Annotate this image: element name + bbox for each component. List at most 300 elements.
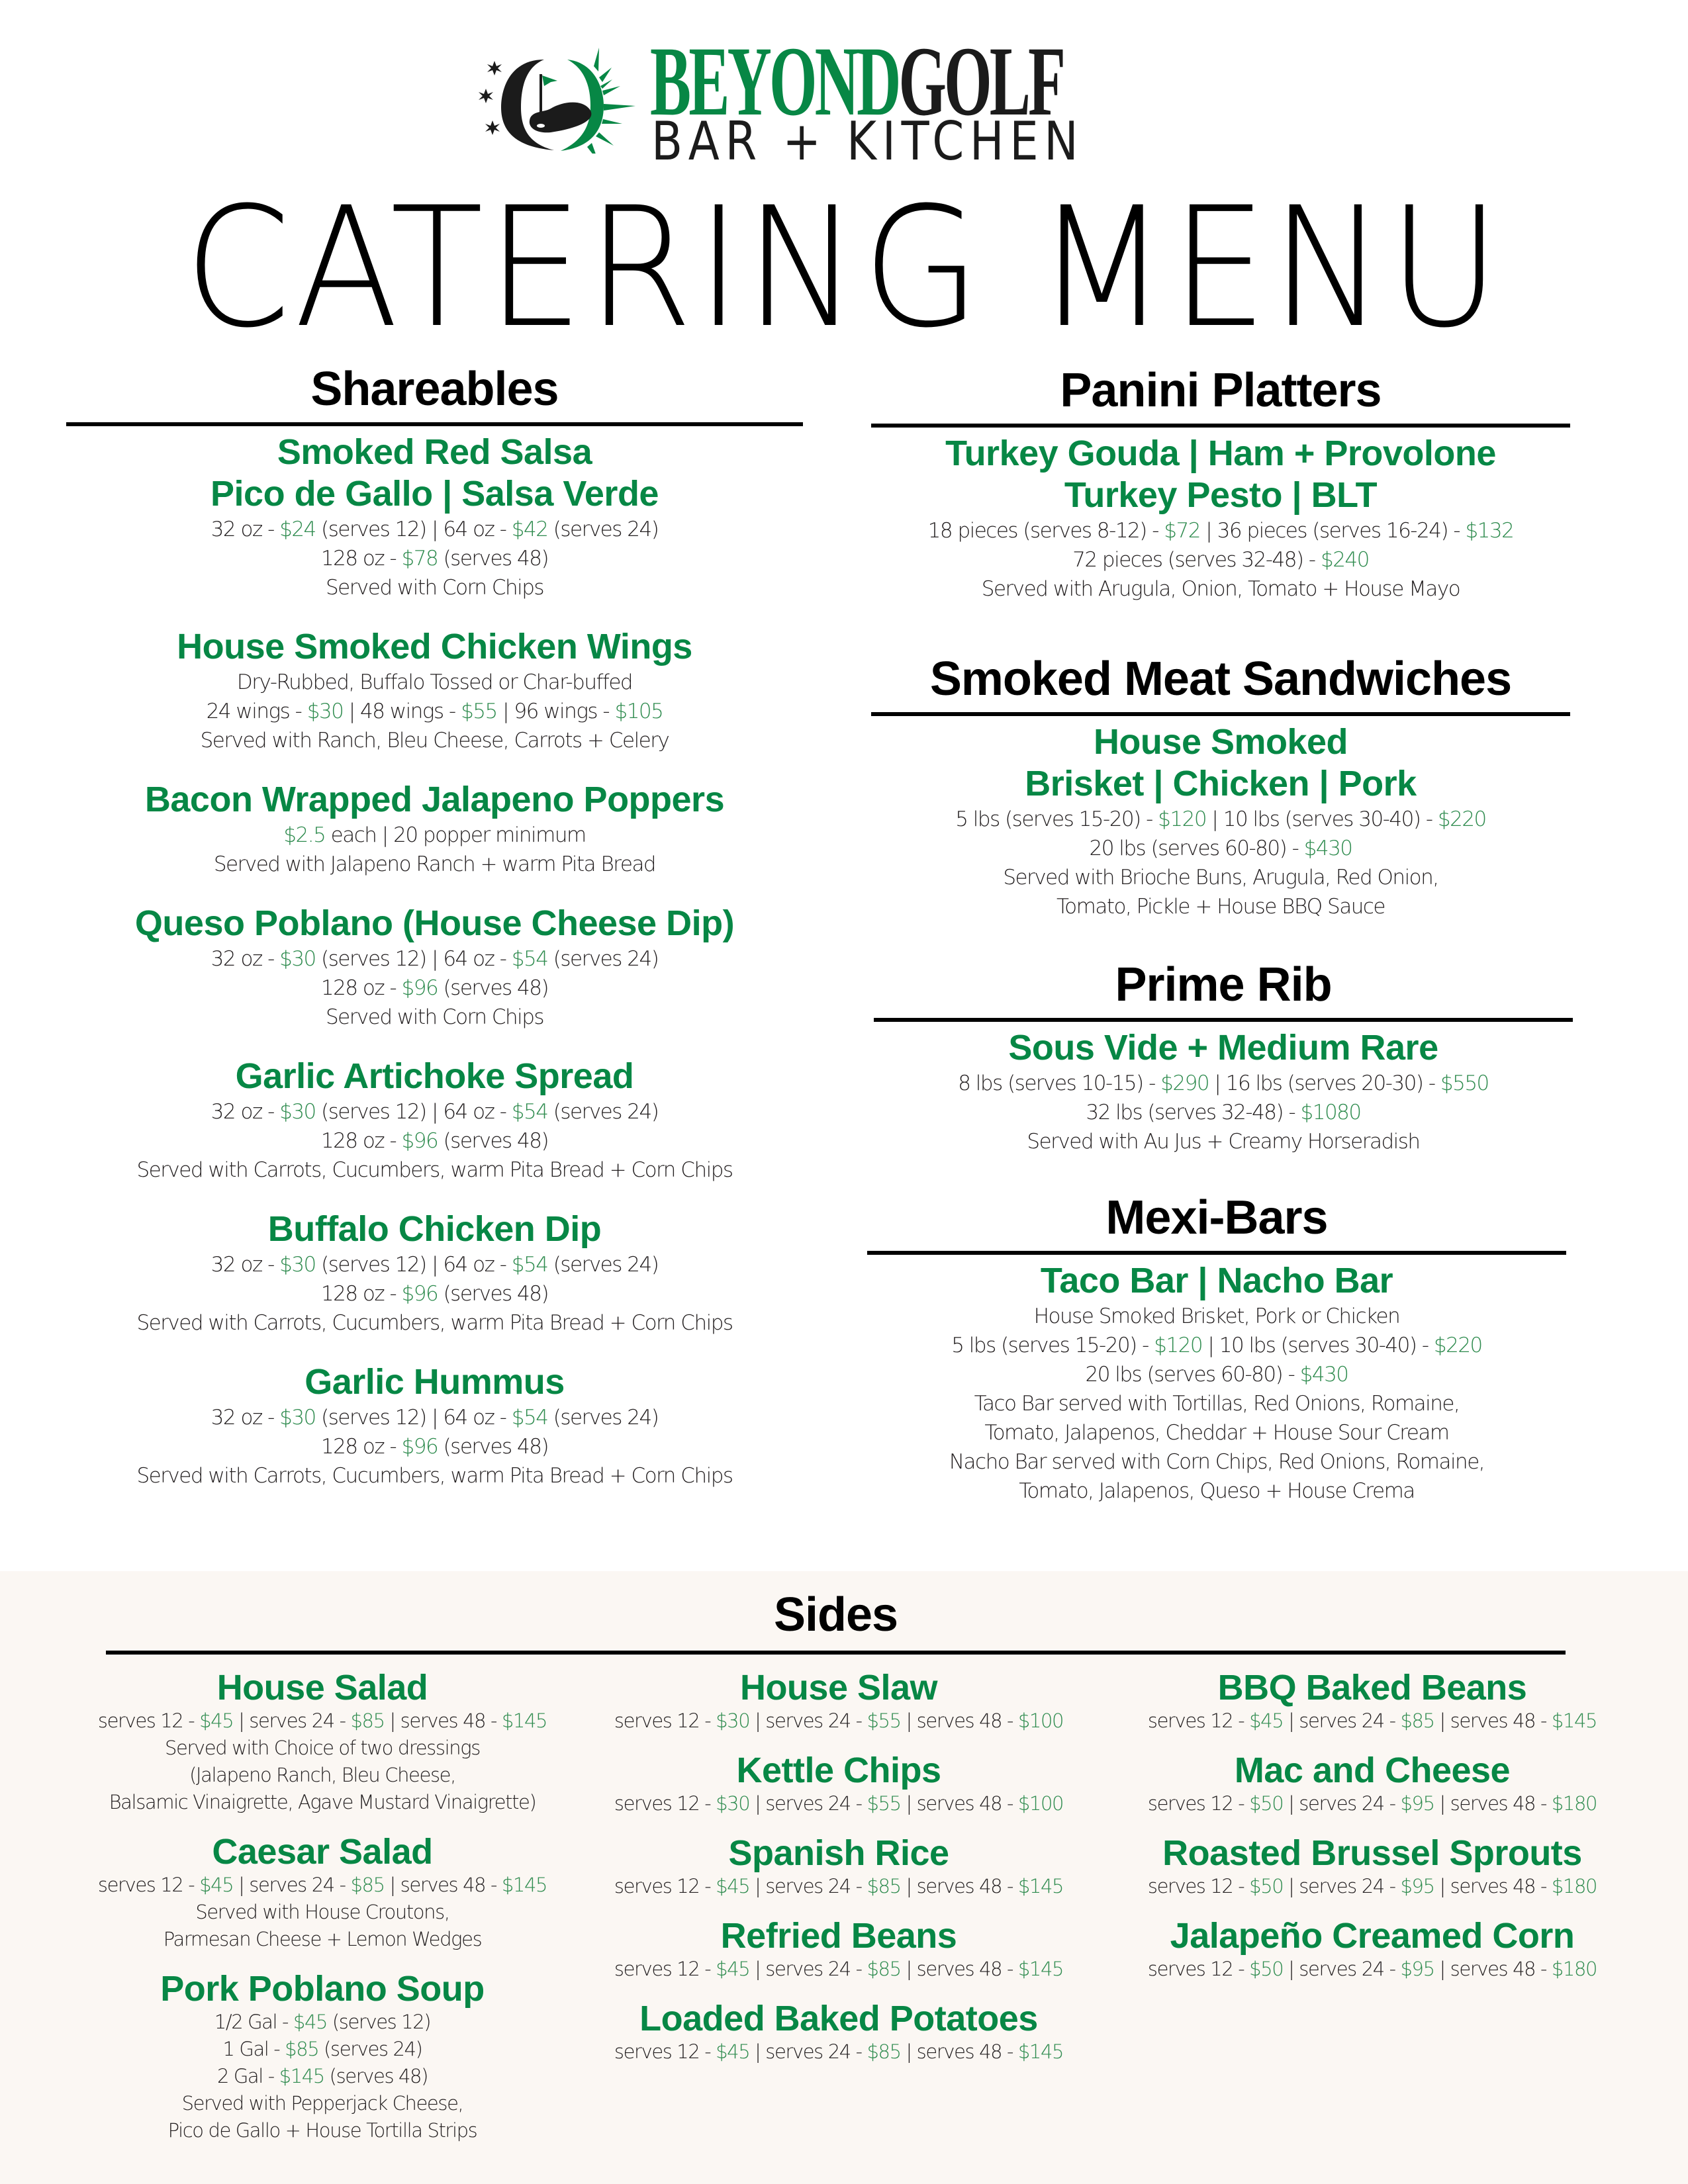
brand-name-black: GOLF bbox=[898, 26, 1064, 136]
detail-text: | serves 24 - bbox=[233, 1874, 351, 1896]
section-mexi-bars bbox=[867, 1191, 1566, 1529]
menu-item-list bbox=[71, 1668, 574, 2144]
menu-item-list bbox=[867, 1260, 1566, 1506]
menu-item-detail bbox=[1121, 1873, 1624, 1900]
menu-item-name: Roasted Brussel Sprouts bbox=[1162, 1833, 1582, 1873]
price: $96 bbox=[401, 1282, 438, 1306]
detail-text: | serves 24 - bbox=[1283, 1958, 1401, 1980]
menu-item-detail bbox=[871, 892, 1570, 921]
menu-item bbox=[66, 1056, 803, 1185]
price: $145 bbox=[501, 1709, 547, 1732]
golf-moon-sun-logo-icon bbox=[471, 48, 637, 154]
price: $45 bbox=[716, 1875, 750, 1897]
menu-item-detail bbox=[871, 516, 1570, 545]
detail-text: Balsamic Vinaigrette, Agave Mustard Vinaigrette) bbox=[109, 1791, 536, 1813]
price: $85 bbox=[350, 1874, 385, 1896]
menu-item-name: House Salad bbox=[216, 1668, 428, 1707]
price: $220 bbox=[1433, 1334, 1482, 1357]
detail-text: serves 12 - bbox=[614, 1958, 716, 1980]
menu-item bbox=[66, 1208, 803, 1338]
detail-text: 8 lbs (serves 10-15) - bbox=[958, 1071, 1161, 1095]
menu-item-detail bbox=[66, 697, 803, 726]
menu-item-name: House Smoked Chicken Wings bbox=[177, 627, 692, 666]
menu-item-detail bbox=[587, 1707, 1090, 1735]
detail-text: 32 oz - bbox=[211, 1100, 280, 1124]
menu-item bbox=[587, 1833, 1090, 1900]
menu-item-detail bbox=[71, 1899, 574, 1926]
price: $30 bbox=[279, 1100, 316, 1124]
price: $45 bbox=[1249, 1709, 1284, 1732]
menu-item-name: Spanish Rice bbox=[728, 1833, 949, 1873]
menu-item bbox=[587, 1999, 1090, 2066]
detail-text: 18 pieces (serves 8-12) - bbox=[927, 519, 1164, 543]
menu-item-detail bbox=[66, 1156, 803, 1185]
price: $96 bbox=[401, 1129, 438, 1153]
menu-item-detail bbox=[66, 726, 803, 755]
detail-text: Tomato, Jalapenos, Queso + House Crema bbox=[1019, 1479, 1415, 1503]
menu-item-detail bbox=[71, 1762, 574, 1789]
detail-text: (serves 24) bbox=[547, 1100, 659, 1124]
menu-item bbox=[66, 626, 803, 755]
detail-text: 128 oz - bbox=[320, 1435, 402, 1459]
price: $96 bbox=[401, 1435, 438, 1459]
menu-item-name: House Smoked bbox=[1093, 722, 1348, 762]
menu-item-list bbox=[587, 1668, 1090, 2066]
detail-text: | serves 24 - bbox=[749, 2040, 867, 2063]
section-divider bbox=[867, 1251, 1566, 1255]
detail-text: | serves 48 - bbox=[900, 1875, 1018, 1897]
menu-item-detail bbox=[867, 1360, 1566, 1389]
detail-text: Served with Arugula, Onion, Tomato + House Mayo bbox=[981, 577, 1460, 601]
menu-item-detail bbox=[1121, 1707, 1624, 1735]
menu-item-detail bbox=[66, 573, 803, 602]
price: $72 bbox=[1164, 519, 1200, 543]
detail-text: 128 oz - bbox=[320, 547, 402, 570]
price: $95 bbox=[1400, 1875, 1434, 1897]
detail-text: (serves 48) bbox=[438, 1129, 549, 1153]
detail-text: | serves 24 - bbox=[749, 1875, 867, 1897]
menu-item-detail bbox=[871, 574, 1570, 604]
menu-item bbox=[874, 1027, 1573, 1156]
detail-text: (serves 24) bbox=[318, 2038, 422, 2060]
price: $78 bbox=[401, 547, 438, 570]
price: $45 bbox=[293, 2011, 328, 2033]
menu-item bbox=[1121, 1751, 1624, 1817]
price: $95 bbox=[1400, 1958, 1434, 1980]
detail-text: | serves 48 - bbox=[1434, 1792, 1552, 1815]
menu-item-name: Garlic Artichoke Spread bbox=[235, 1056, 634, 1096]
menu-item-name: Turkey Pesto | BLT bbox=[1064, 475, 1378, 515]
price: $145 bbox=[1017, 1958, 1064, 1980]
menu-item bbox=[66, 432, 803, 602]
menu-item-detail bbox=[874, 1098, 1573, 1127]
detail-text: 128 oz - bbox=[320, 976, 402, 1000]
price: $145 bbox=[501, 1874, 547, 1896]
detail-text: House Smoked Brisket, Pork or Chicken bbox=[1033, 1304, 1400, 1328]
menu-item-name: Sous Vide + Medium Rare bbox=[1008, 1028, 1438, 1068]
menu-item-detail bbox=[587, 1790, 1090, 1817]
menu-item-detail bbox=[66, 850, 803, 879]
menu-item-detail bbox=[587, 1956, 1090, 1983]
price: $45 bbox=[199, 1874, 234, 1896]
menu-item-name: Turkey Gouda | Ham + Provolone bbox=[945, 433, 1496, 473]
section-heading: Sides bbox=[773, 1588, 898, 1641]
menu-item-name: Loaded Baked Potatoes bbox=[639, 1999, 1038, 2038]
menu-item-detail bbox=[66, 821, 803, 850]
menu-item-name: BBQ Baked Beans bbox=[1217, 1668, 1527, 1707]
detail-text: each | 20 popper minimum bbox=[325, 823, 586, 847]
price: $54 bbox=[511, 1406, 548, 1430]
detail-text: | serves 48 - bbox=[384, 1874, 502, 1896]
menu-item-detail bbox=[71, 2009, 574, 2036]
section-divider bbox=[66, 422, 803, 426]
price: $30 bbox=[279, 1406, 316, 1430]
section-panini-platters bbox=[871, 364, 1570, 627]
detail-text: 2 Gal - bbox=[216, 2065, 279, 2087]
section-heading: Smoked Meat Sandwiches bbox=[929, 653, 1512, 705]
menu-item-name: Kettle Chips bbox=[736, 1751, 941, 1790]
menu-item bbox=[66, 779, 803, 879]
price: $54 bbox=[511, 1100, 548, 1124]
detail-text: 24 wings - bbox=[206, 700, 307, 723]
section-heading: Panini Platters bbox=[1060, 364, 1382, 417]
menu-item-list bbox=[874, 1027, 1573, 1156]
price: $45 bbox=[716, 1958, 750, 1980]
price: $430 bbox=[1299, 1363, 1348, 1387]
detail-text: Served with Pepperjack Cheese, bbox=[181, 2092, 463, 2115]
menu-item-detail bbox=[66, 944, 803, 974]
detail-text: serves 12 - bbox=[1147, 1875, 1250, 1897]
detail-text: 32 oz - bbox=[211, 518, 280, 541]
price: $220 bbox=[1437, 807, 1486, 831]
detail-text: (serves 48) bbox=[438, 1435, 549, 1459]
detail-text: Pico de Gallo + House Tortilla Strips bbox=[167, 2119, 477, 2142]
detail-text: | 16 lbs (serves 20-30) - bbox=[1209, 1071, 1440, 1095]
menu-item-detail bbox=[71, 2063, 574, 2090]
detail-text: serves 12 - bbox=[1147, 1792, 1250, 1815]
price: $180 bbox=[1551, 1875, 1597, 1897]
price: $45 bbox=[716, 2040, 750, 2063]
detail-text: 1/2 Gal - bbox=[214, 2011, 293, 2033]
menu-item-list bbox=[871, 721, 1570, 921]
detail-text: 20 lbs (serves 60-80) - bbox=[1085, 1363, 1300, 1387]
price: $55 bbox=[867, 1709, 901, 1732]
page-title: CATERING MENU bbox=[184, 171, 1504, 364]
detail-text: (serves 12) bbox=[327, 2011, 431, 2033]
section-shareables bbox=[66, 363, 803, 1514]
price: $50 bbox=[1249, 1792, 1284, 1815]
price: $240 bbox=[1320, 548, 1369, 572]
price: $95 bbox=[1400, 1792, 1434, 1815]
brand-subtitle: BAR + KITCHEN bbox=[651, 111, 1084, 172]
menu-item-detail bbox=[66, 544, 803, 573]
price: $30 bbox=[306, 700, 344, 723]
menu-item bbox=[587, 1751, 1090, 1817]
detail-text: | serves 48 - bbox=[384, 1709, 502, 1732]
menu-item-detail bbox=[874, 1127, 1573, 1156]
menu-item-detail bbox=[871, 545, 1570, 574]
section-divider bbox=[871, 424, 1570, 428]
menu-item bbox=[71, 1969, 574, 2144]
detail-text: | 96 wings - bbox=[496, 700, 615, 723]
detail-text: | serves 24 - bbox=[749, 1709, 867, 1732]
detail-text: 5 lbs (serves 15-20) - bbox=[951, 1334, 1154, 1357]
detail-text: | serves 48 - bbox=[900, 1792, 1018, 1815]
detail-text: | serves 24 - bbox=[1283, 1709, 1401, 1732]
menu-item-list bbox=[1121, 1668, 1624, 1983]
price: $42 bbox=[511, 518, 548, 541]
price: $2.5 bbox=[283, 823, 326, 847]
price: $145 bbox=[1017, 1875, 1064, 1897]
menu-item-name: Buffalo Chicken Dip bbox=[267, 1209, 602, 1249]
detail-text: | serves 24 - bbox=[749, 1958, 867, 1980]
menu-item bbox=[871, 721, 1570, 921]
menu-item-name: Queso Poblano (House Cheese Dip) bbox=[134, 903, 735, 943]
menu-item bbox=[1121, 1916, 1624, 1983]
menu-item-detail bbox=[874, 1069, 1573, 1098]
section-heading: Prime Rib bbox=[1115, 958, 1332, 1011]
section-heading: Shareables bbox=[310, 363, 559, 416]
menu-item bbox=[871, 433, 1570, 604]
menu-item-detail bbox=[867, 1477, 1566, 1506]
detail-text: Served with Carrots, Cucumbers, warm Pita Bread + Corn Chips bbox=[136, 1158, 733, 1182]
detail-text: 20 lbs (serves 60-80) - bbox=[1089, 837, 1304, 860]
detail-text: (serves 24) bbox=[547, 1406, 659, 1430]
menu-item-detail bbox=[66, 974, 803, 1003]
price: $1080 bbox=[1300, 1101, 1361, 1124]
menu-item-name: Jalapeño Creamed Corn bbox=[1170, 1916, 1575, 1956]
detail-text: Served with Corn Chips bbox=[325, 576, 544, 600]
price: $50 bbox=[1249, 1958, 1284, 1980]
price: $180 bbox=[1551, 1792, 1597, 1815]
menu-item-name: Garlic Hummus bbox=[305, 1362, 565, 1402]
detail-text: Served with House Croutons, bbox=[195, 1901, 449, 1923]
detail-text: (serves 48) bbox=[438, 1282, 549, 1306]
menu-item-detail bbox=[871, 863, 1570, 892]
menu-item-name: Pork Poblano Soup bbox=[160, 1969, 485, 2009]
menu-item-name: House Slaw bbox=[739, 1668, 938, 1707]
sides-column-2 bbox=[587, 1668, 1090, 2081]
price: $50 bbox=[1249, 1875, 1284, 1897]
detail-text: | 48 wings - bbox=[343, 700, 461, 723]
price: $85 bbox=[867, 1958, 901, 1980]
menu-item bbox=[66, 1361, 803, 1490]
section-divider bbox=[106, 1651, 1566, 1655]
detail-text: | 10 lbs (serves 30-40) - bbox=[1206, 807, 1438, 831]
detail-text: | serves 24 - bbox=[1283, 1875, 1401, 1897]
menu-item-detail bbox=[867, 1447, 1566, 1477]
detail-text: | serves 48 - bbox=[900, 1958, 1018, 1980]
menu-item-detail bbox=[66, 1126, 803, 1156]
detail-text: 1 Gal - bbox=[222, 2038, 285, 2060]
detail-text: serves 12 - bbox=[614, 1875, 716, 1897]
price: $100 bbox=[1017, 1792, 1064, 1815]
detail-text: | serves 48 - bbox=[900, 2040, 1018, 2063]
price: $24 bbox=[279, 518, 316, 541]
menu-item-detail bbox=[867, 1389, 1566, 1418]
price: $85 bbox=[1400, 1709, 1434, 1732]
detail-text: 32 oz - bbox=[211, 1406, 280, 1430]
menu-item-detail bbox=[71, 1926, 574, 1953]
menu-item-detail bbox=[871, 834, 1570, 863]
detail-text: (serves 12) | 64 oz - bbox=[315, 1100, 512, 1124]
detail-text: (serves 12) | 64 oz - bbox=[315, 518, 512, 541]
section-heading: Mexi-Bars bbox=[1105, 1191, 1328, 1244]
menu-item-detail bbox=[66, 1403, 803, 1432]
section-divider bbox=[874, 1018, 1573, 1022]
menu-item-detail bbox=[66, 668, 803, 697]
price: $180 bbox=[1551, 1958, 1597, 1980]
detail-text: (Jalapeno Ranch, Bleu Cheese, bbox=[189, 1764, 455, 1786]
price: $100 bbox=[1017, 1709, 1064, 1732]
detail-text: | serves 48 - bbox=[1434, 1875, 1552, 1897]
detail-text: Served with Choice of two dressings bbox=[165, 1737, 480, 1759]
menu-item-list bbox=[871, 433, 1570, 604]
price: $145 bbox=[279, 2065, 324, 2087]
detail-text: | serves 48 - bbox=[900, 1709, 1018, 1732]
price: $290 bbox=[1160, 1071, 1209, 1095]
menu-item-detail bbox=[867, 1418, 1566, 1447]
detail-text: Served with Jalapeno Ranch + warm Pita Bread bbox=[213, 852, 656, 876]
price: $30 bbox=[716, 1792, 750, 1815]
price: $30 bbox=[279, 947, 316, 971]
detail-text: serves 12 - bbox=[1147, 1958, 1250, 1980]
menu-item bbox=[71, 1668, 574, 1816]
detail-text: (serves 24) bbox=[547, 518, 659, 541]
menu-item-detail bbox=[71, 2036, 574, 2063]
menu-item bbox=[587, 1668, 1090, 1735]
detail-text: serves 12 - bbox=[97, 1709, 200, 1732]
price: $105 bbox=[614, 700, 663, 723]
menu-item-detail bbox=[71, 2090, 574, 2117]
price: $550 bbox=[1440, 1071, 1489, 1095]
section-prime-rib bbox=[874, 958, 1573, 1180]
detail-text: 5 lbs (serves 15-20) - bbox=[955, 807, 1158, 831]
detail-text: serves 12 - bbox=[614, 2040, 716, 2063]
detail-text: (serves 12) | 64 oz - bbox=[315, 1253, 512, 1277]
menu-item bbox=[71, 1832, 574, 1953]
detail-text: | 10 lbs (serves 30-40) - bbox=[1202, 1334, 1434, 1357]
detail-text: 32 lbs (serves 32-48) - bbox=[1086, 1101, 1301, 1124]
menu-item-detail bbox=[587, 2038, 1090, 2066]
detail-text: Served with Ranch, Bleu Cheese, Carrots + Celery bbox=[200, 729, 669, 752]
detail-text: Parmesan Cheese + Lemon Wedges bbox=[163, 1928, 482, 1950]
menu-item bbox=[587, 1916, 1090, 1983]
menu-item-name: Brisket | Chicken | Pork bbox=[1025, 764, 1417, 803]
menu-item-name: Pico de Gallo | Salsa Verde bbox=[211, 474, 659, 514]
price: $120 bbox=[1154, 1334, 1203, 1357]
menu-item-name: Caesar Salad bbox=[212, 1832, 433, 1872]
menu-item-detail bbox=[71, 1707, 574, 1735]
menu-item-detail bbox=[66, 515, 803, 544]
detail-text: 128 oz - bbox=[320, 1282, 402, 1306]
detail-text: | serves 48 - bbox=[1434, 1958, 1552, 1980]
price: $132 bbox=[1465, 519, 1514, 543]
price: $85 bbox=[867, 2040, 901, 2063]
detail-text: (serves 48) bbox=[324, 2065, 428, 2087]
menu-item bbox=[867, 1260, 1566, 1506]
menu-item-detail bbox=[1121, 1956, 1624, 1983]
section-smoked-meat-sandwiches bbox=[871, 653, 1570, 945]
menu-item-detail bbox=[587, 1873, 1090, 1900]
menu-item bbox=[66, 903, 803, 1032]
menu-item-name: Refried Beans bbox=[720, 1916, 957, 1956]
price: $30 bbox=[716, 1709, 750, 1732]
detail-text: 32 oz - bbox=[211, 1253, 280, 1277]
menu-item-detail bbox=[66, 1003, 803, 1032]
detail-text: (serves 12) | 64 oz - bbox=[315, 1406, 512, 1430]
menu-item-list bbox=[66, 432, 803, 1490]
menu-item bbox=[1121, 1833, 1624, 1900]
menu-item-detail bbox=[871, 805, 1570, 834]
detail-text: (serves 48) bbox=[438, 976, 549, 1000]
menu-item-detail bbox=[66, 1461, 803, 1490]
detail-text: 128 oz - bbox=[320, 1129, 402, 1153]
detail-text: Served with Au Jus + Creamy Horseradish bbox=[1027, 1130, 1420, 1154]
menu-item-name: Taco Bar | Nacho Bar bbox=[1040, 1261, 1393, 1300]
detail-text: Tomato, Jalapenos, Cheddar + House Sour Cream bbox=[984, 1421, 1449, 1445]
menu-item-name: Smoked Red Salsa bbox=[277, 432, 592, 472]
detail-text: serves 12 - bbox=[97, 1874, 200, 1896]
detail-text: serves 12 - bbox=[614, 1709, 716, 1732]
price: $85 bbox=[350, 1709, 385, 1732]
menu-item-detail bbox=[66, 1432, 803, 1461]
menu-item-detail bbox=[66, 1097, 803, 1126]
detail-text: Served with Carrots, Cucumbers, warm Pita Bread + Corn Chips bbox=[136, 1464, 733, 1488]
menu-item-detail bbox=[867, 1302, 1566, 1331]
price: $145 bbox=[1551, 1709, 1597, 1732]
detail-text: Dry-Rubbed, Buffalo Tossed or Char-buffed bbox=[236, 670, 633, 694]
price: $45 bbox=[199, 1709, 234, 1732]
sides-column-1 bbox=[71, 1668, 574, 2160]
menu-item-detail bbox=[66, 1279, 803, 1308]
menu-item-detail bbox=[71, 2117, 574, 2144]
price: $145 bbox=[1017, 2040, 1064, 2063]
detail-text: serves 12 - bbox=[1147, 1709, 1250, 1732]
section-sides bbox=[106, 1588, 1566, 1664]
detail-text: Taco Bar served with Tortillas, Red Onions, Romaine, bbox=[974, 1392, 1460, 1416]
menu-item-detail bbox=[1121, 1790, 1624, 1817]
detail-text: | serves 24 - bbox=[749, 1792, 867, 1815]
detail-text: | 36 pieces (serves 16-24) - bbox=[1199, 519, 1466, 543]
menu-item-detail bbox=[66, 1250, 803, 1279]
menu-item-detail bbox=[71, 1735, 574, 1762]
menu-item-detail bbox=[71, 1789, 574, 1816]
price: $96 bbox=[401, 976, 438, 1000]
detail-text: | serves 48 - bbox=[1434, 1709, 1552, 1732]
sides-column-3 bbox=[1121, 1668, 1624, 1999]
price: $85 bbox=[867, 1875, 901, 1897]
price: $120 bbox=[1158, 807, 1207, 831]
detail-text: 32 oz - bbox=[211, 947, 280, 971]
detail-text: (serves 48) bbox=[438, 547, 549, 570]
detail-text: Nacho Bar served with Corn Chips, Red Onions, Romaine, bbox=[949, 1450, 1485, 1474]
detail-text: serves 12 - bbox=[614, 1792, 716, 1815]
detail-text: | serves 24 - bbox=[1283, 1792, 1401, 1815]
price: $55 bbox=[867, 1792, 901, 1815]
menu-item-name: Bacon Wrapped Jalapeno Poppers bbox=[144, 780, 725, 819]
menu-item-detail bbox=[71, 1872, 574, 1899]
detail-text: Tomato, Pickle + House BBQ Sauce bbox=[1056, 895, 1385, 919]
detail-text: (serves 12) | 64 oz - bbox=[315, 947, 512, 971]
detail-text: | serves 24 - bbox=[233, 1709, 351, 1732]
brand-name-green: BEYOND bbox=[650, 26, 899, 136]
menu-item-name: Mac and Cheese bbox=[1234, 1751, 1511, 1790]
detail-text: (serves 24) bbox=[547, 947, 659, 971]
menu-item-detail bbox=[66, 1308, 803, 1338]
detail-text: Served with Carrots, Cucumbers, warm Pita Bread + Corn Chips bbox=[136, 1311, 733, 1335]
detail-text: 72 pieces (serves 32-48) - bbox=[1072, 548, 1321, 572]
